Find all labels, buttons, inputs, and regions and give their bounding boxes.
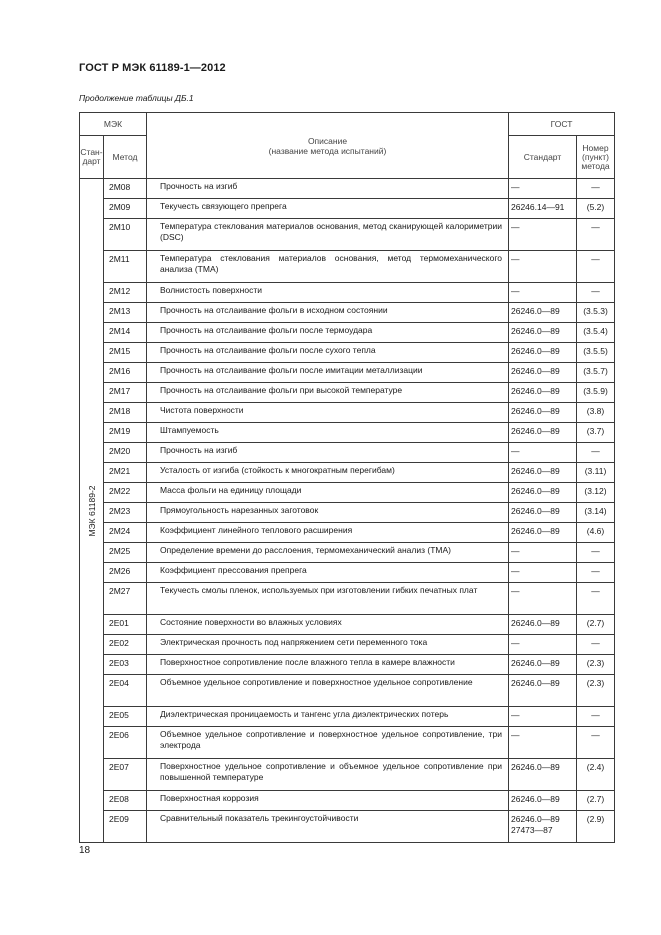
standard-cell: — xyxy=(509,251,577,283)
description-cell: Текучесть связующего препрега xyxy=(147,199,509,219)
clause-cell: (2.7) xyxy=(577,791,615,811)
standard-cell: 26246.0—89 xyxy=(509,759,577,791)
description-cell: Штампуемость xyxy=(147,423,509,443)
description-cell: Объемное удельное сопротивление и поверхностное удельное сопротивление, три электрода xyxy=(147,727,509,759)
description-cell: Прочность на отслаивание фольги после сухого тепла xyxy=(147,343,509,363)
header-method: Метод xyxy=(104,136,147,179)
clause-cell: — xyxy=(577,443,615,463)
header-iec-standard: Стан- дарт xyxy=(80,136,104,179)
clause-cell: — xyxy=(577,179,615,199)
table-row xyxy=(80,523,615,543)
standard-cell: — xyxy=(509,179,577,199)
method-cell: 2M22 xyxy=(104,483,147,503)
table-row xyxy=(80,251,615,283)
clause-cell: — xyxy=(577,251,615,283)
method-cell: 2E08 xyxy=(104,791,147,811)
clause-cell: — xyxy=(577,543,615,563)
standard-cell: 26246.0—89 xyxy=(509,655,577,675)
table-row xyxy=(80,403,615,423)
table-row xyxy=(80,323,615,343)
method-cell: 2E02 xyxy=(104,635,147,655)
clause-cell: — xyxy=(577,635,615,655)
method-cell: 2M19 xyxy=(104,423,147,443)
standard-cell: 26246.0—89 xyxy=(509,383,577,403)
clause-cell: (3.11) xyxy=(577,463,615,483)
method-cell: 2M14 xyxy=(104,323,147,343)
description-cell: Состояние поверхности во влажных условиях xyxy=(147,615,509,635)
table-row xyxy=(80,199,615,219)
table-row xyxy=(80,463,615,483)
method-cell: 2M17 xyxy=(104,383,147,403)
method-cell: 2E04 xyxy=(104,675,147,707)
clause-cell: (3.5.9) xyxy=(577,383,615,403)
description-cell: Поверхностное удельное сопротивление и объемное удельное сопротивление при повышенной температуре xyxy=(147,759,509,791)
group-standard-label: МЭК 61189-2 xyxy=(86,484,97,537)
clause-cell: — xyxy=(577,583,615,615)
table-row xyxy=(80,563,615,583)
standard-cell: 26246.0—89 xyxy=(509,403,577,423)
standard-cell: — xyxy=(509,563,577,583)
description-cell: Сравнительный показатель трекингоустойчивости xyxy=(147,811,509,843)
standard-cell: 26246.0—89 xyxy=(509,503,577,523)
description-cell: Чистота поверхности xyxy=(147,403,509,423)
table-row xyxy=(80,707,615,727)
method-cell: 2M15 xyxy=(104,343,147,363)
clause-cell: (2.4) xyxy=(577,759,615,791)
description-cell: Поверхностная коррозия xyxy=(147,791,509,811)
description-cell: Прочность на изгиб xyxy=(147,179,509,199)
header-iec: МЭК xyxy=(80,113,147,136)
description-cell: Коэффициент линейного теплового расширения xyxy=(147,523,509,543)
table-row xyxy=(80,219,615,251)
method-cell: 2M16 xyxy=(104,363,147,383)
standard-cell: 26246.0—89 xyxy=(509,675,577,707)
method-cell: 2E03 xyxy=(104,655,147,675)
clause-cell: (4.6) xyxy=(577,523,615,543)
table-row xyxy=(80,423,615,443)
method-cell: 2M25 xyxy=(104,543,147,563)
description-cell: Температура стеклования материалов основания, метод сканирующей калориметрии (DSC) xyxy=(147,219,509,251)
table-row xyxy=(80,655,615,675)
standard-cell: 26246.0—89 xyxy=(509,323,577,343)
table-row xyxy=(80,675,615,707)
method-cell: 2M23 xyxy=(104,503,147,523)
description-cell: Температура стеклования материалов основания, метод термомеханического анализа (TMA) xyxy=(147,251,509,283)
method-cell: 2M09 xyxy=(104,199,147,219)
standard-cell: — xyxy=(509,543,577,563)
standard-cell: 26246.0—89 xyxy=(509,523,577,543)
description-cell: Прямоугольность нарезанных заготовок xyxy=(147,503,509,523)
header-description: Описание (название метода испытаний) xyxy=(147,113,509,179)
description-cell: Коэффициент прессования препрега xyxy=(147,563,509,583)
standard-cell: 26246.0—89 xyxy=(509,363,577,383)
clause-cell: (3.5.3) xyxy=(577,303,615,323)
method-cell: 2M12 xyxy=(104,283,147,303)
standard-cell: — xyxy=(509,443,577,463)
description-cell: Масса фольги на единицу площади xyxy=(147,483,509,503)
table-row xyxy=(80,759,615,791)
table-row xyxy=(80,727,615,759)
table-caption: Продолжение таблицы ДБ.1 xyxy=(79,93,194,103)
table-row xyxy=(80,635,615,655)
header-clause: Номер (пункт) метода xyxy=(577,136,615,179)
clause-cell: (3.5.7) xyxy=(577,363,615,383)
standard-cell: 26246.0—89 27473—87 xyxy=(509,811,577,843)
group-standard-cell xyxy=(80,179,104,843)
table-row xyxy=(80,583,615,615)
clause-cell: — xyxy=(577,219,615,251)
table-row xyxy=(80,483,615,503)
table-row xyxy=(80,811,615,843)
standard-cell: 26246.0—89 xyxy=(509,463,577,483)
header-gost: ГОСТ xyxy=(509,113,615,136)
method-cell: 2M20 xyxy=(104,443,147,463)
method-cell: 2E09 xyxy=(104,811,147,843)
description-cell: Электрическая прочность под напряжением сети переменного тока xyxy=(147,635,509,655)
method-cell: 2M18 xyxy=(104,403,147,423)
standard-cell: — xyxy=(509,219,577,251)
table-row xyxy=(80,303,615,323)
clause-cell: (3.14) xyxy=(577,503,615,523)
standard-cell: 26246.0—89 xyxy=(509,615,577,635)
table-row xyxy=(80,283,615,303)
table-row xyxy=(80,503,615,523)
clause-cell: (2.3) xyxy=(577,675,615,707)
table-row xyxy=(80,363,615,383)
clause-cell: (2.3) xyxy=(577,655,615,675)
table-row xyxy=(80,179,615,199)
clause-cell: (3.7) xyxy=(577,423,615,443)
description-cell: Поверхностное сопротивление после влажного тепла в камере влажности xyxy=(147,655,509,675)
description-cell: Прочность на отслаивание фольги в исходном состоянии xyxy=(147,303,509,323)
clause-cell: (3.8) xyxy=(577,403,615,423)
method-cell: 2E06 xyxy=(104,727,147,759)
description-cell: Текучесть смолы пленок, используемых при изготовлении гибких печатных плат xyxy=(147,583,509,615)
standards-table xyxy=(79,112,615,843)
clause-cell: (2.7) xyxy=(577,615,615,635)
clause-cell: (3.5.5) xyxy=(577,343,615,363)
description-cell: Усталость от изгиба (стойкость к многократным перегибам) xyxy=(147,463,509,483)
method-cell: 2M27 xyxy=(104,583,147,615)
standard-cell: — xyxy=(509,707,577,727)
method-cell: 2M08 xyxy=(104,179,147,199)
header-gost-standard: Стандарт xyxy=(509,136,577,179)
standard-cell: 26246.0—89 xyxy=(509,343,577,363)
table-row xyxy=(80,791,615,811)
standard-cell: — xyxy=(509,283,577,303)
description-cell: Диэлектрическая проницаемость и тангенс угла диэлектрических потерь xyxy=(147,707,509,727)
method-cell: 2M10 xyxy=(104,219,147,251)
method-cell: 2M24 xyxy=(104,523,147,543)
standard-cell: 26246.0—89 xyxy=(509,303,577,323)
description-cell: Прочность на отслаивание фольги после термоудара xyxy=(147,323,509,343)
page-number: 18 xyxy=(79,845,91,856)
method-cell: 2M21 xyxy=(104,463,147,483)
clause-cell: (3.5.4) xyxy=(577,323,615,343)
description-cell: Волнистость поверхности xyxy=(147,283,509,303)
method-cell: 2E01 xyxy=(104,615,147,635)
description-cell: Прочность на отслаивание фольги при высокой температуре xyxy=(147,383,509,403)
table-row xyxy=(80,615,615,635)
standard-cell: 26246.0—89 xyxy=(509,791,577,811)
standard-cell: 26246.0—89 xyxy=(509,483,577,503)
method-cell: 2E07 xyxy=(104,759,147,791)
table-row xyxy=(80,383,615,403)
method-cell: 2E05 xyxy=(104,707,147,727)
clause-cell: — xyxy=(577,727,615,759)
method-cell: 2M26 xyxy=(104,563,147,583)
table-row xyxy=(80,343,615,363)
description-cell: Прочность на изгиб xyxy=(147,443,509,463)
clause-cell: (3.12) xyxy=(577,483,615,503)
standard-cell: — xyxy=(509,635,577,655)
standard-cell: 26246.0—89 xyxy=(509,423,577,443)
method-cell: 2M11 xyxy=(104,251,147,283)
clause-cell: (2.9) xyxy=(577,811,615,843)
standard-cell: — xyxy=(509,727,577,759)
description-cell: Определение времени до расслоения, термомеханический анализ (TMA) xyxy=(147,543,509,563)
clause-cell: — xyxy=(577,563,615,583)
clause-cell: — xyxy=(577,707,615,727)
clause-cell: — xyxy=(577,283,615,303)
description-cell: Объемное удельное сопротивление и поверхностное удельное сопротивление xyxy=(147,675,509,707)
table-body xyxy=(80,179,615,843)
table-row xyxy=(80,543,615,563)
standard-cell: — xyxy=(509,583,577,615)
description-cell: Прочность на отслаивание фольги после имитации металлизации xyxy=(147,363,509,383)
standard-cell: 26246.14—91 xyxy=(509,199,577,219)
table-row xyxy=(80,443,615,463)
document-title: ГОСТ Р МЭК 61189-1—2012 xyxy=(79,62,226,74)
method-cell: 2M13 xyxy=(104,303,147,323)
clause-cell: (5.2) xyxy=(577,199,615,219)
